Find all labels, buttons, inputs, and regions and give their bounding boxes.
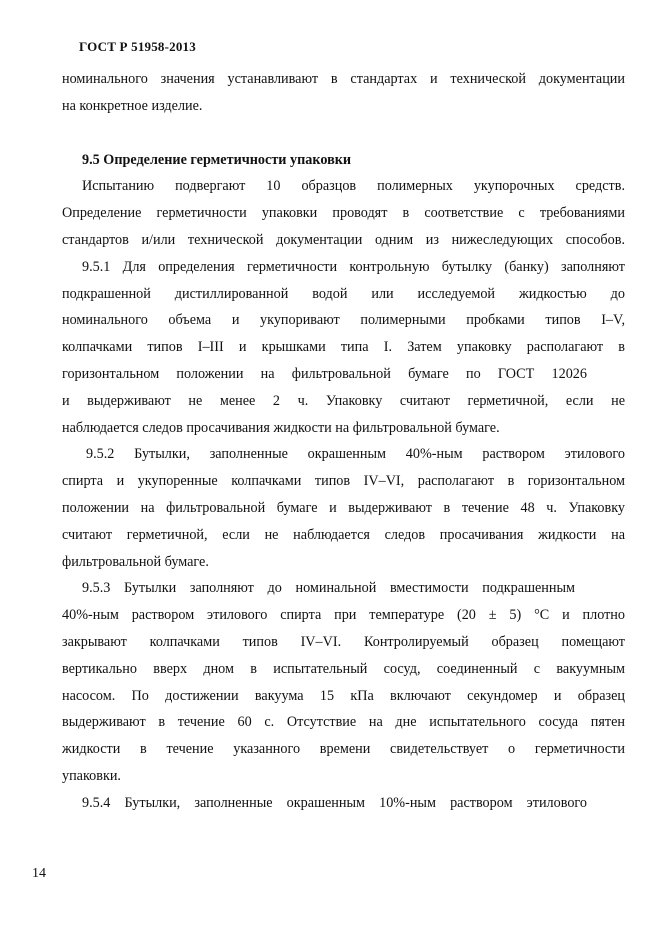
page-number: 14 xyxy=(32,866,46,881)
text-line: на конкретное изделие. xyxy=(62,97,203,114)
text-line: номинального значения устанавливают в стандартах и технической документации xyxy=(62,71,625,87)
text-line: горизонтальном положении на фильтровальной бумаге по ГОСТ 12026 xyxy=(62,365,587,382)
text-line: жидкости в течение указанного времени свидетельствует о герметичности xyxy=(62,741,625,758)
text-line: 9.5.1 Для определения герметичности контрольную бутылку (банку) заполняют xyxy=(82,258,625,275)
text-line: номинального объема и укупоривают полимерными пробками типов I–V, xyxy=(62,312,625,329)
text-line: насосом. По достижении вакуума 15 кПа включают секундомер и образец xyxy=(62,687,625,704)
text-line: 9.5.4 Бутылки, заполненные окрашенным 10%-ным раствором этилового xyxy=(82,794,587,811)
text-line: спирта и укупоренные колпачками типов IV–VI, располагают в горизонтальном xyxy=(62,473,625,490)
text-line: выдерживают в течение 60 с. Отсутствие на дне испытательного сосуда пятен xyxy=(62,714,625,731)
text-line: колпачками типов I–III и крышками типа I. Затем упаковку располагают в xyxy=(62,339,625,356)
text-line: стандартов и/или технической документации одним из нижеследующих способов. xyxy=(62,231,625,248)
document-header: ГОСТ Р 51958-2013 xyxy=(79,39,196,54)
text-line: упаковки. xyxy=(62,767,121,784)
text-line: вертикально вверх дном в испытательный сосуд, соединенный с вакуумным xyxy=(62,660,625,677)
text-line: закрывают колпачками типов IV–VI. Контролируемый образец помещают xyxy=(62,633,625,650)
text-line: 9.5.3 Бутылки заполняют до номинальной вместимости подкрашенным xyxy=(82,580,575,597)
section-heading: 9.5 Определение герметичности упаковки xyxy=(82,151,352,168)
text-line: 9.5.2 Бутылки, заполненные окрашенным 40%-ным раствором этилового xyxy=(86,446,625,463)
text-line: считают герметичной, если не наблюдается следов просачивания жидкости на xyxy=(62,526,625,543)
text-line: Определение герметичности упаковки проводят в соответствие с требованиями xyxy=(62,205,625,222)
text-line: 40%-ным раствором этилового спирта при температуре (20 ± 5) °C и плотно xyxy=(62,607,625,624)
text-line: фильтровальной бумаге. xyxy=(62,553,209,570)
text-line: подкрашенной дистиллированной водой или исследуемой жидкостью до xyxy=(62,285,625,302)
text-line: положении на фильтровальной бумаге и выдерживают в течение 48 ч. Упаковку xyxy=(62,499,625,516)
text-line: Испытанию подвергают 10 образцов полимерных укупорочных средств. xyxy=(82,178,625,195)
text-line: наблюдается следов просачивания жидкости на фильтровальной бумаге. xyxy=(62,419,500,436)
document-body xyxy=(62,66,625,817)
text-line: и выдерживают не менее 2 ч. Упаковку считают герметичной, если не xyxy=(62,392,625,409)
